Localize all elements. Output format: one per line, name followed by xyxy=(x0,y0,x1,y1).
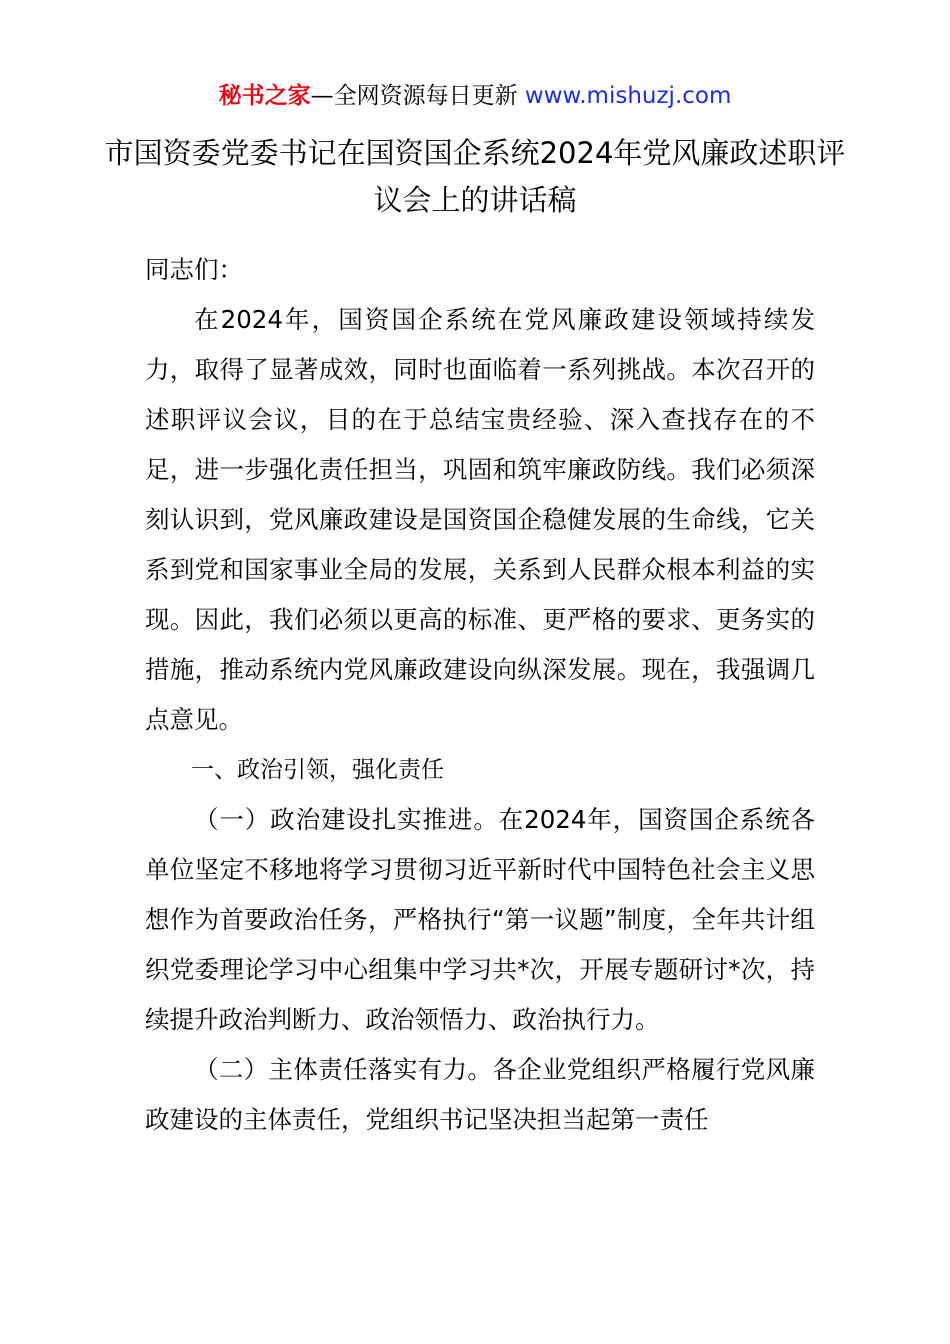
section-paragraph-2: （二）主体责任落实有力。各企业党组织严格履行党风廉政建设的主体责任，党组织书记坚决担当起第一责任 xyxy=(145,1055,815,1134)
site-banner xyxy=(0,80,950,112)
banner-site-link[interactable]: www.mishuzj.com xyxy=(524,83,732,109)
document-body xyxy=(145,245,815,1145)
intro-paragraph: 在2024年，国资国企系统在党风廉政建设领域持续发力，取得了显著成效，同时也面临着一系列挑战。本次召开的述职评议会议，目的在于总结宝贵经验、深入查找存在的不足，进一步强化责任担当，巩固和筑牢廉政防线。我们必须深刻认识到，党风廉政建设是国资国企稳健发展的生命线，它关系到党和国家事业全局的发展，关系到人民群众根本利益的实现。因此，我们必须以更高的标准、更严格的要求、更务实的措施，推动系统内党风廉政建设向纵深发展。现在，我强调几点意见。 xyxy=(145,305,815,734)
document-title: 市国资委党委书记在国资国企系统2024年党风廉政述职评议会上的讲话稿 xyxy=(104,136,846,217)
section-heading: 一、政治引领，强化责任 xyxy=(191,757,444,783)
banner-brand: 秘书之家 xyxy=(218,83,311,109)
section-paragraph-1: （一）政治建设扎实推进。在2024年，国资国企系统各单位坚定不移地将学习贯彻习近平新时代中国特色社会主义思想作为首要政治任务，严格执行“第一议题”制度，全年共计组织党委理论学习中心组集中学习共*次，开展专题研讨*次，持续提升政治判断力、政治领悟力、政治执行力。 xyxy=(145,805,815,1034)
salutation: 同志们： xyxy=(145,255,243,284)
banner-slogan: —全网资源每日更新 xyxy=(310,83,525,109)
